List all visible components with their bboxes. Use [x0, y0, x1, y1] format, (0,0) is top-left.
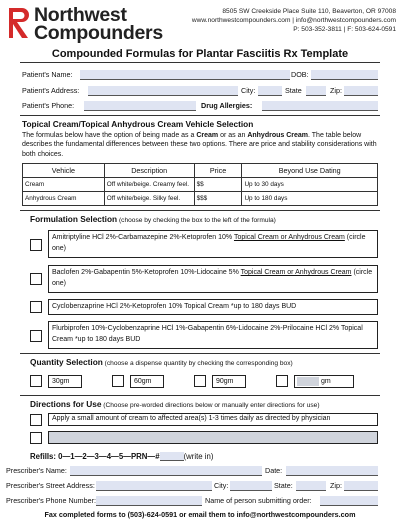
patient-address-label: Patient's Address:: [22, 86, 80, 95]
zip-field[interactable]: [344, 86, 378, 96]
qty-60-label: 60gm: [130, 375, 164, 388]
qty-custom-checkbox[interactable]: [276, 375, 288, 387]
formula-4-box: Flurbiprofen 10%-Cyclobenzaprine HCl 1%-Gabapentin 6%-Lidocaine 2%-Prilocaine HCl 2% Topical Cream *up to 180 days BUD: [48, 321, 378, 349]
contact-info: 8505 SW Creekside Place Suite 110, Beaverton, OR 97008 www.northwestcompounders.com | info@northwestcompounders.com P: 503-352-3811 | F: 503-624-0591: [191, 8, 396, 33]
table-cell: Up to 180 days: [242, 192, 378, 206]
state-label: State: [285, 86, 302, 95]
formula-3-box: Cyclobenzaprine HCl 2%-Ketoprofen 10% Topical Cream *up to 180 days BUD: [48, 299, 378, 315]
prescriber-name-label: Prescriber's Name:: [6, 466, 67, 475]
table-row: [23, 192, 378, 206]
table-cell: Up to 30 days: [242, 178, 378, 192]
submitter-label: Name of person submitting order:: [205, 496, 312, 505]
table-cell: Off white/beige. Silky feel.: [104, 192, 194, 206]
prescriber-phone-label: Prescriber's Phone Number:: [6, 496, 97, 505]
state-field[interactable]: [306, 86, 326, 96]
refills-field[interactable]: [160, 452, 184, 461]
divider: [20, 353, 380, 354]
directions-heading: Directions for Use (Choose pre-worded directions below or manually enter directions for use): [30, 399, 320, 409]
zip-label: Zip:: [330, 86, 342, 95]
formula-4-checkbox[interactable]: [30, 330, 42, 342]
table-cell: Anhydrous Cream: [23, 192, 105, 206]
prescriber-address-field[interactable]: [96, 481, 212, 491]
refills-row: Refills: 0—1—2—3—4—5—PRN—# (write in): [30, 452, 214, 461]
prescriber-state-label: State:: [274, 481, 293, 490]
qty-90-label: 90gm: [212, 375, 246, 388]
qty-60-checkbox[interactable]: [112, 375, 124, 387]
directions-custom-checkbox[interactable]: [30, 432, 42, 444]
dob-field[interactable]: [311, 70, 378, 80]
column-header: Description: [104, 164, 194, 178]
rx-logo-icon: [8, 6, 34, 42]
qty-30-label: 30gm: [48, 375, 82, 388]
formula-1-box: Amitriptyline HCl 2%-Carbamazepine 2%-Ketoprofen 10% Topical Cream or Anhydrous Cream (circle one): [48, 230, 378, 258]
patient-name-label: Patient's Name:: [22, 70, 73, 79]
vehicle-heading: Topical Cream/Topical Anhydrous Cream Vehicle Selection: [22, 119, 254, 129]
directions-preset-checkbox[interactable]: [30, 414, 42, 426]
divider: [20, 115, 380, 116]
table-cell: $$: [194, 178, 242, 192]
formula-3-checkbox[interactable]: [30, 301, 42, 313]
patient-name-field[interactable]: [80, 70, 290, 80]
vehicle-table: [22, 163, 378, 206]
qty-custom-field[interactable]: [297, 377, 319, 386]
date-label: Date:: [265, 466, 283, 475]
date-field[interactable]: [286, 466, 378, 476]
qty-custom-box: gm: [294, 375, 354, 388]
dob-label: DOB:: [291, 70, 309, 79]
footer-instructions: Fax completed forms to (503)-624-0591 or email them to info@northwestcompounders.com: [44, 510, 356, 519]
table-row: [23, 178, 378, 192]
formula-2-box: Baclofen 2%-Gabapentin 5%-Ketoprofen 10%-Lidocaine 5% Topical Cream or Anhydrous Cream (circle one): [48, 265, 378, 293]
qty-90-checkbox[interactable]: [194, 375, 206, 387]
brand-name: Northwest Compounders: [34, 4, 163, 44]
page-title: Compounded Formulas for Plantar Fasciitis Rx Template: [51, 48, 349, 60]
page-header: [6, 6, 396, 44]
table-cell: $$$: [194, 192, 242, 206]
prescriber-address-label: Prescriber's Street Address:: [6, 481, 95, 490]
prescriber-city-label: City:: [214, 481, 229, 490]
prescriber-name-field[interactable]: [70, 466, 262, 476]
formula-2-checkbox[interactable]: [30, 273, 42, 285]
directions-custom-field[interactable]: [48, 431, 378, 444]
column-header: Vehicle: [23, 164, 105, 178]
formulation-heading: Formulation Selection (choose by checking the box to the left of the formula): [30, 214, 276, 224]
formula-1-checkbox[interactable]: [30, 239, 42, 251]
directions-preset-text: Apply a small amount of cream to affected area(s) 1-3 times daily as directed by physician: [48, 413, 378, 426]
column-header: Beyond Use Dating: [242, 164, 378, 178]
vehicle-choice[interactable]: Topical Cream or Anhydrous Cream: [233, 234, 345, 241]
column-header: Price: [194, 164, 242, 178]
divider: [20, 210, 380, 211]
vehicle-description: The formulas below have the option of being made as a Cream or as an Anhydrous Cream. The table below describes the fundamental differences between these two options. There are price and stability considerations with both choices.: [22, 132, 377, 158]
table-cell: Cream: [23, 178, 105, 192]
prescriber-state-field[interactable]: [296, 481, 326, 491]
quantity-heading: Quantity Selection (choose a dispense quantity by checking the corresponding box): [30, 357, 293, 367]
divider: [20, 395, 380, 396]
prescriber-zip-label: Zip:: [330, 481, 342, 490]
submitter-field[interactable]: [320, 496, 378, 506]
drug-allergies-label: Drug Allergies:: [201, 101, 253, 110]
qty-30-checkbox[interactable]: [30, 375, 42, 387]
city-label: City:: [241, 86, 256, 95]
patient-address-field[interactable]: [88, 86, 238, 96]
table-cell: Off white/beige. Creamy feel.: [104, 178, 194, 192]
divider: [20, 62, 380, 63]
table-header-row: [23, 164, 378, 178]
prescriber-zip-field[interactable]: [344, 481, 378, 491]
vehicle-choice[interactable]: Topical Cream or Anhydrous Cream: [240, 269, 352, 276]
city-field[interactable]: [258, 86, 282, 96]
drug-allergies-field[interactable]: [262, 101, 378, 111]
patient-phone-field[interactable]: [84, 101, 196, 111]
prescriber-phone-field[interactable]: [96, 496, 202, 506]
patient-phone-label: Patient's Phone:: [22, 101, 75, 110]
prescriber-city-field[interactable]: [230, 481, 272, 491]
